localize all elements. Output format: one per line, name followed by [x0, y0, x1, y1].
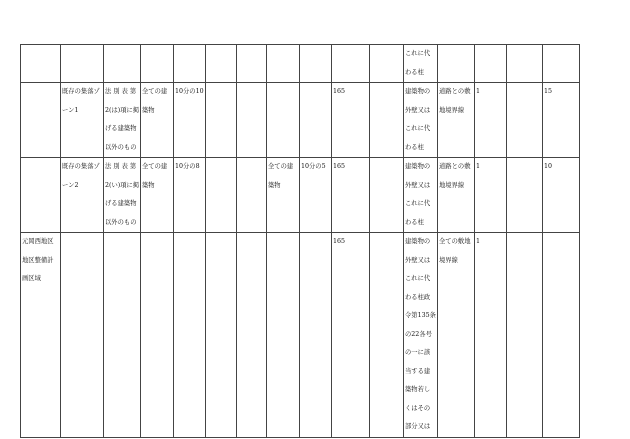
table-cell: [237, 158, 267, 233]
table-cell: [61, 233, 104, 438]
table-cell: [507, 45, 543, 83]
district-plan-table: [20, 44, 580, 438]
boundary-cell: 道路との敷 地境界線: [438, 158, 475, 233]
min-site-area-cell: 165: [332, 233, 370, 438]
table-cell: [300, 233, 332, 438]
table-cell: [104, 45, 141, 83]
table-cell: [475, 45, 507, 83]
building-use-cell: 法 別 表 第 2(は)項に掲 げる建築物 以外のもの: [104, 83, 141, 158]
distance-cell: 1: [475, 233, 507, 438]
wall-position-cell: 建築物の 外壁又は これに代 わる柱: [404, 83, 438, 158]
table-row: [21, 158, 580, 233]
table-cell: [543, 233, 580, 438]
min-site-area-cell: 165: [332, 83, 370, 158]
table-cell: [370, 83, 404, 158]
building-use-cell: 法 別 表 第 2(い)項に掲 げる建築物 以外のもの: [104, 158, 141, 233]
zone-name-cell: 既存の集落ゾ ーン1: [61, 83, 104, 158]
table-cell: [237, 83, 267, 158]
table-cell: [543, 45, 580, 83]
table-cell: [267, 83, 300, 158]
floor-area-ratio-cell: 10分の10: [174, 83, 206, 158]
table-cell: [141, 45, 174, 83]
table-cell: [507, 158, 543, 233]
table-cell: [370, 158, 404, 233]
zone-name-cell: 既存の集落ゾ ーン2: [61, 158, 104, 233]
table-cell: [300, 45, 332, 83]
table-cell: [174, 233, 206, 438]
boundary-cell: 道路との敷 地境界線: [438, 83, 475, 158]
table-cell: [206, 233, 237, 438]
boundary-cell: 全ての敷地 境界線: [438, 233, 475, 438]
height-limit-cell: 10: [543, 158, 580, 233]
table-row: [21, 83, 580, 158]
table-cell: [21, 45, 61, 83]
table-cell: 全ての建 築物: [267, 158, 300, 233]
table-cell: [174, 45, 206, 83]
floor-area-ratio-cell: 10分の8: [174, 158, 206, 233]
table-cell: 全ての建 築物: [141, 83, 174, 158]
table-cell: [141, 233, 174, 438]
table-cell: これに代 わる柱: [404, 45, 438, 83]
table-cell: [507, 233, 543, 438]
coverage-ratio-cell: 10分の5: [300, 158, 332, 233]
table-cell: [206, 158, 237, 233]
table-cell: [438, 45, 475, 83]
wall-position-cell: 建築物の 外壁又は これに代 わる柱: [404, 158, 438, 233]
distance-cell: 1: [475, 158, 507, 233]
table-cell: [21, 83, 61, 158]
table-cell: [206, 45, 237, 83]
table-cell: [267, 45, 300, 83]
area-name-cell: 元岡西地区 地区整備計 画区域: [21, 233, 61, 438]
min-site-area-cell: 165: [332, 158, 370, 233]
table-cell: 全ての建 築物: [141, 158, 174, 233]
table-cell: [370, 45, 404, 83]
table-cell: [267, 233, 300, 438]
table-cell: [61, 45, 104, 83]
table-cell: [370, 233, 404, 438]
table-cell: [104, 233, 141, 438]
table-cell: [332, 45, 370, 83]
table-cell: [206, 83, 237, 158]
table-cell: [237, 233, 267, 438]
table-cell: [300, 83, 332, 158]
wall-position-cell: 建築物の 外壁又は これに代 わる柱政 令第135条 の22各号 の一に該 当する建 築物若し くはその 部分又は: [404, 233, 438, 438]
height-limit-cell: 15: [543, 83, 580, 158]
distance-cell: 1: [475, 83, 507, 158]
table-cell: [21, 158, 61, 233]
table-cell: [507, 83, 543, 158]
table-row: [21, 45, 580, 83]
table-cell: [237, 45, 267, 83]
table-row: [21, 233, 580, 438]
